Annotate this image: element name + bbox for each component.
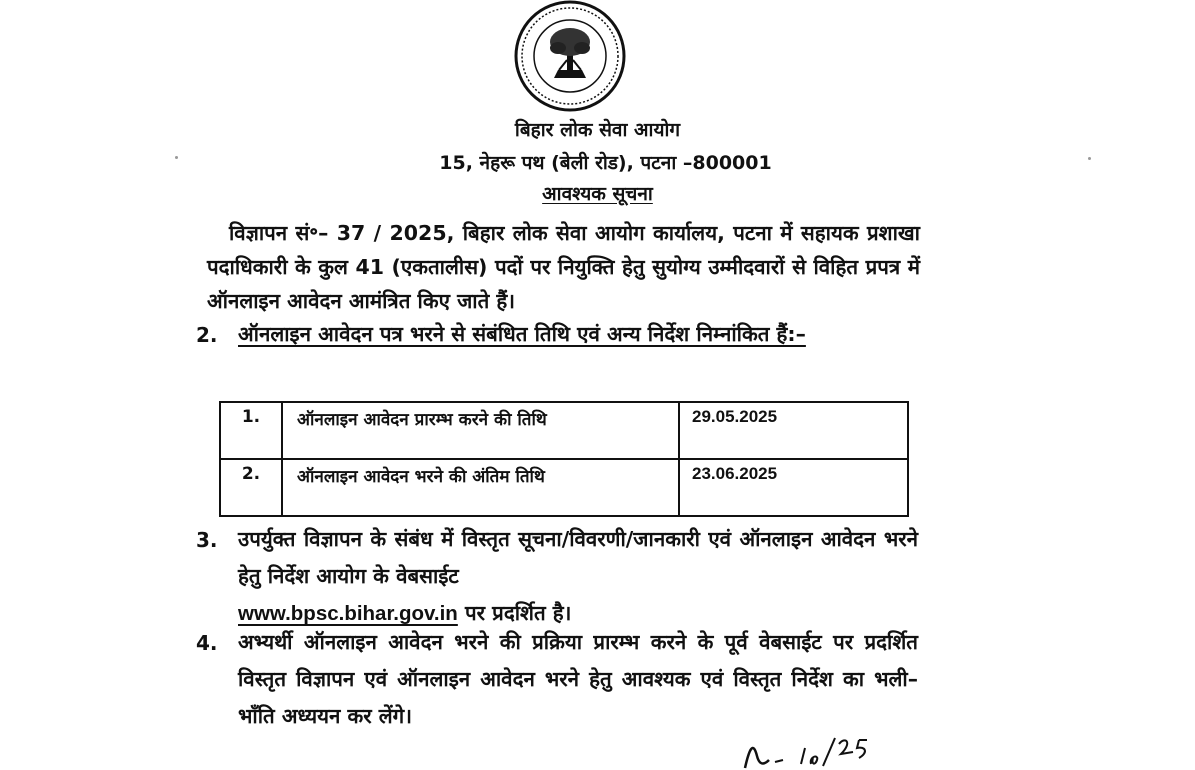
bpsc-seal-emblem (504, 0, 636, 116)
table-cell-date: 23.06.2025 (679, 459, 908, 516)
item-3-text-before: उपर्युक्त विज्ञापन के संबंध में विस्तृत सूचना/विवरणी/जानकारी एवं ऑनलाइन आवेदन भरने हेतु निर्देश आयोग के वेबसाईट (238, 527, 918, 588)
item-3-text (238, 521, 918, 632)
table-cell-date: 29.05.2025 (679, 402, 908, 459)
table-cell-sno: 1. (220, 402, 282, 459)
handwritten-signature (735, 730, 895, 770)
dates-table (219, 401, 909, 517)
table-row (220, 402, 908, 459)
item-3-text-after: पर प्रदर्शित है। (464, 601, 572, 625)
item-2-text (238, 316, 918, 353)
table-row (220, 459, 908, 516)
website-link[interactable]: www.bpsc.bihar.gov.in (238, 602, 458, 625)
item-3-number: 3. (196, 528, 218, 552)
item-2-number: 2. (196, 323, 218, 347)
speck (175, 156, 178, 159)
organization-name: बिहार लोक सेवा आयोग (514, 119, 681, 141)
paragraph-advertisement: विज्ञापन सं॰– 37 / 2025, बिहार लोक सेवा आयोग कार्यालय, पटना में सहायक प्रशाखा पदाधिकारी के कुल 41 (एकतालीस) पदों पर नियुक्ति हेतु सुयोग्य उम्मीदवारों से विहित प्रपत्र में ऑनलाइन आवेदन आमंत्रित किए जाते हैं। (207, 221, 920, 313)
table-cell-label: ऑनलाइन आवेदन प्रारम्भ करने की तिथि (282, 402, 679, 459)
item-2-heading: ऑनलाइन आवेदन पत्र भरने से संबंधित तिथि एवं अन्य निर्देश निम्नांकित हैं:– (238, 322, 806, 346)
notice-title-text: आवश्यक सूचना (542, 183, 653, 205)
table-cell-label: ऑनलाइन आवेदन भरने की अंतिम तिथि (282, 459, 679, 516)
table-cell-sno: 2. (220, 459, 282, 516)
item-4-number: 4. (196, 631, 218, 655)
organization-address: 15, नेहरू पथ (बेली रोड), पटना –800001 (439, 152, 772, 174)
item-4-text: अभ्यर्थी ऑनलाइन आवेदन भरने की प्रक्रिया प्रारम्भ करने के पूर्व वेबसाईट पर प्रदर्शित विस्तृत विज्ञापन एवं ऑनलाइन आवेदन भरने हेतु आवश्यक एवं विस्तृत निर्देश का भली–भाँति अध्ययन कर लेंगे। (238, 630, 918, 728)
notice-title (0, 181, 1195, 207)
speck (1088, 157, 1091, 160)
